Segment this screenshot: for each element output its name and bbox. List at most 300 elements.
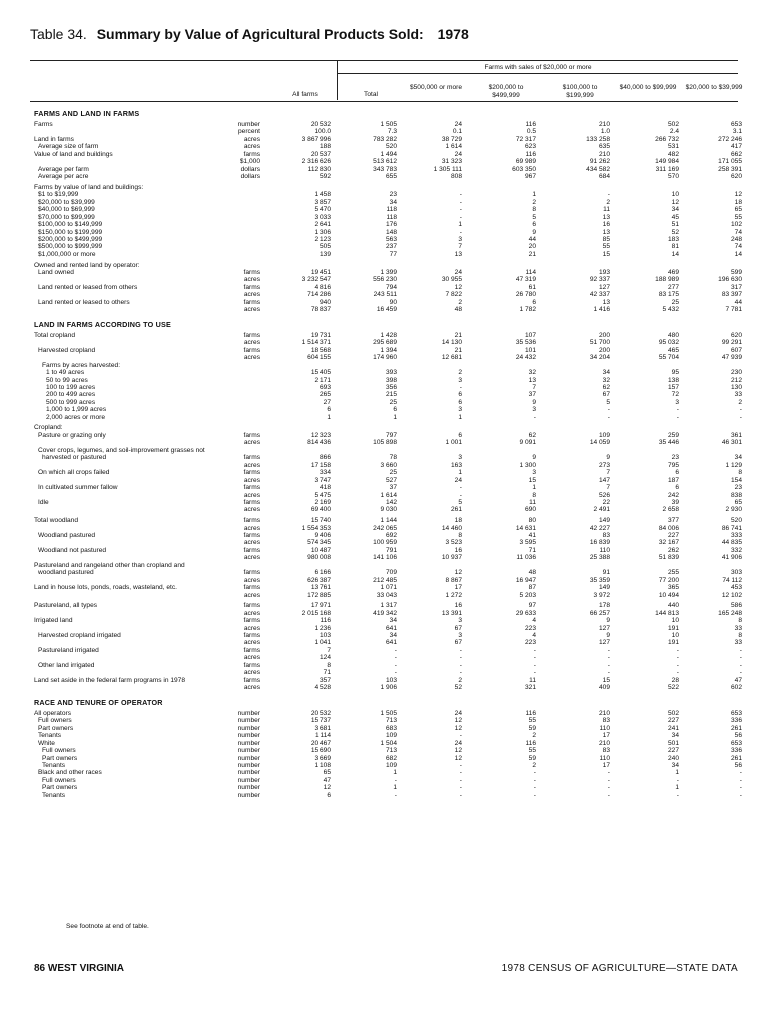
table-cell: - — [676, 776, 679, 784]
table-cell: 7 822 — [445, 291, 462, 299]
table-cell: 1.0 — [600, 128, 610, 136]
row-label-text: $150,000 to $199,999 — [38, 228, 103, 236]
table-row — [0, 454, 770, 461]
table-cell: 24 — [454, 121, 462, 128]
row-unit: acres — [200, 684, 260, 691]
table-cell: 19 451 — [310, 268, 331, 276]
table-cell: 67 — [454, 624, 462, 632]
table-cell: 682 — [385, 754, 397, 762]
table-row — [0, 424, 770, 431]
table-cell: 47 939 — [721, 354, 742, 362]
row-unit: farms — [200, 332, 260, 339]
table-cell: 653 — [730, 121, 742, 128]
row-unit: number — [200, 755, 260, 762]
row-label — [34, 191, 262, 198]
table-cell: 116 — [320, 617, 331, 625]
table-cell: - — [459, 198, 462, 206]
row-label-text — [34, 639, 35, 646]
table-number: Table 34. — [30, 26, 87, 42]
table-cell: 418 — [319, 484, 331, 492]
table-row — [0, 725, 770, 732]
table-cell: 2 — [458, 298, 462, 306]
table-cell: 20 532 — [310, 121, 331, 128]
table-cell: - — [459, 732, 462, 740]
table-row — [0, 347, 770, 354]
table-cell: 74 — [734, 228, 742, 236]
table-cell: 6 — [675, 469, 679, 477]
row-label-text — [34, 684, 35, 691]
table-cell: 1 305 111 — [433, 165, 462, 173]
table-cell: 193 — [598, 268, 610, 276]
table-cell: - — [394, 776, 397, 784]
table-cell: 240 — [667, 754, 679, 762]
row-label — [34, 251, 262, 258]
row-label-text: Value of land and buildings — [34, 150, 113, 158]
table-cell: 10 494 — [658, 591, 679, 599]
row-label — [34, 391, 270, 398]
table-cell: 12 — [671, 198, 679, 206]
table-cell: 48 — [454, 306, 462, 314]
row-label-text — [34, 306, 35, 313]
table-cell: 3 669 — [314, 754, 331, 762]
table-cell: 940 — [319, 298, 331, 306]
table-row — [0, 469, 770, 476]
table-cell: 1 782 — [519, 306, 536, 314]
column-header: Total — [364, 91, 378, 98]
table-cell: 398 — [385, 376, 397, 384]
table-cell: 44 835 — [721, 539, 742, 547]
table-cell: - — [739, 661, 742, 669]
table-row — [0, 792, 770, 799]
table-cell: 105 898 — [373, 439, 397, 447]
table-cell: 1 144 — [380, 517, 397, 525]
table-cell: 1 428 — [380, 331, 397, 339]
table-cell: 8 — [738, 469, 742, 477]
table-row — [0, 777, 770, 784]
row-unit: farms — [200, 517, 260, 524]
table-cell: 39 — [671, 498, 679, 506]
table-cell: 127 — [598, 624, 610, 632]
table-cell: 62 — [528, 431, 536, 439]
table-cell: 592 — [319, 173, 331, 181]
row-label-text: 50 to 99 acres — [46, 376, 88, 384]
table-cell: - — [739, 776, 742, 784]
table-cell: 212 485 — [373, 576, 397, 584]
row-label-text: Land owned — [38, 268, 74, 276]
table-cell: 45 — [671, 213, 679, 221]
row-label-text: Idle — [38, 498, 49, 506]
row-label — [34, 199, 262, 206]
table-cell: 321 — [524, 684, 536, 692]
table-cell: 3 — [458, 454, 462, 462]
table-cell: 5 475 — [314, 491, 331, 499]
table-cell: 791 — [385, 546, 397, 554]
table-cell: 1 — [532, 484, 536, 492]
table-cell: 1 505 — [380, 121, 397, 128]
table-row — [0, 506, 770, 513]
table-cell: 118 — [386, 213, 397, 221]
table-cell: 71 — [528, 546, 536, 554]
table-cell: 1 906 — [380, 684, 397, 692]
table-cell: - — [459, 191, 462, 199]
table-cell: 171 055 — [718, 158, 742, 166]
table-cell: 602 — [730, 684, 742, 692]
section-heading: LAND IN FARMS ACCORDING TO USE — [34, 319, 171, 329]
table-cell: 19 731 — [310, 331, 331, 339]
group-underline — [338, 73, 738, 74]
table-cell: 522 — [667, 684, 679, 692]
table-cell: - — [676, 669, 679, 677]
table-cell: 1 — [458, 413, 462, 421]
table-row — [0, 128, 770, 135]
table-cell: 130 — [730, 384, 742, 391]
table-cell: 17 158 — [310, 461, 331, 469]
row-unit: acres — [200, 477, 260, 484]
table-cell: - — [533, 791, 536, 799]
table-cell: 154 — [730, 476, 742, 484]
table-cell: 797 — [385, 431, 397, 439]
table-cell: 9 030 — [380, 506, 397, 514]
table-cell: 2 — [532, 732, 536, 740]
table-cell: 41 906 — [721, 554, 742, 562]
table-cell: 12 323 — [310, 431, 331, 439]
row-label-text: $500,000 to $999,999 — [38, 243, 103, 251]
row-label-text: Full owners — [38, 717, 72, 725]
row-label-text — [34, 462, 35, 469]
table-cell: - — [459, 213, 462, 221]
table-cell: 34 — [389, 617, 397, 625]
table-cell: 34 — [602, 369, 610, 377]
table-cell: 86 741 — [721, 524, 742, 532]
table-row — [0, 677, 770, 684]
table-cell: - — [739, 406, 742, 414]
row-label-text: Woodland pastured — [38, 531, 96, 539]
table-cell: 2 — [532, 761, 536, 769]
table-cell: 303 — [730, 569, 742, 577]
table-row — [0, 462, 770, 469]
column-header: $100,000 to $199,999 — [562, 84, 598, 99]
table-cell: - — [607, 654, 610, 662]
row-unit: farms — [200, 647, 260, 654]
table-cell: 18 — [734, 198, 742, 206]
table-row — [0, 532, 770, 539]
row-label-text: Tenants — [42, 791, 66, 799]
table-cell: 1 416 — [593, 306, 610, 314]
table-cell: 3 — [458, 406, 462, 414]
table-cell: 23 — [671, 454, 679, 462]
row-unit: number — [200, 762, 260, 769]
table-cell: 32 — [602, 376, 610, 384]
table-cell: 7 — [606, 469, 610, 477]
table-cell: 3 — [458, 235, 462, 243]
table-cell: 103 — [385, 676, 397, 684]
table-cell: - — [533, 413, 536, 421]
table-cell: 10 — [671, 617, 679, 625]
table-cell: 361 — [730, 431, 742, 439]
table-cell: 69 989 — [515, 158, 536, 166]
table-cell: 440 — [667, 602, 679, 610]
table-cell: 18 — [454, 517, 462, 525]
table-cell: 62 — [602, 384, 610, 391]
table-cell: 212 — [730, 376, 742, 384]
table-cell: 42 227 — [589, 524, 610, 532]
row-label-text: Farms by acres harvested: — [42, 361, 121, 369]
table-cell: 200 — [598, 331, 610, 339]
table-row — [0, 191, 770, 198]
row-label-text — [34, 354, 35, 361]
table-cell: 91 — [602, 569, 610, 577]
table-cell: 27 — [323, 398, 331, 406]
table-row — [0, 784, 770, 791]
table-cell: 32 167 — [658, 539, 679, 547]
table-cell: 334 — [319, 469, 331, 477]
row-label-text — [34, 525, 35, 532]
table-cell: 72 — [671, 391, 679, 399]
row-label-text: Land set aside in the federal farm programs in 1978 — [34, 676, 186, 684]
table-cell: 626 387 — [307, 576, 331, 584]
table-cell: 35 359 — [589, 576, 610, 584]
table-cell: 16 459 — [376, 306, 397, 314]
table-cell: 138 — [667, 376, 679, 384]
table-cell: 641 — [385, 624, 397, 632]
table-cell: 37 — [528, 391, 536, 399]
table-cell: - — [739, 769, 742, 777]
row-label — [34, 362, 266, 369]
table-cell: 6 — [532, 221, 536, 229]
table-cell: 586 — [730, 602, 742, 610]
table-row — [0, 184, 770, 191]
table-cell: 1 108 — [314, 761, 331, 769]
table-cell: 713 — [385, 747, 397, 755]
table-cell: 15 — [528, 476, 536, 484]
table-row — [0, 432, 770, 439]
table-cell: 223 — [524, 624, 536, 632]
table-cell: 393 — [385, 369, 397, 377]
table-cell: 142 — [385, 498, 397, 506]
table-cell: 47 — [323, 776, 331, 784]
table-cell: 2 — [606, 198, 610, 206]
row-unit: acres — [200, 639, 260, 646]
row-label-text: $20,000 to $39,999 — [38, 198, 95, 206]
table-cell: 15 740 — [310, 517, 331, 525]
row-label — [34, 384, 270, 391]
table-cell: 14 — [671, 250, 679, 258]
table-cell: 48 — [528, 569, 536, 577]
table-cell: 419 342 — [373, 609, 397, 617]
table-cell: 34 — [671, 761, 679, 769]
table-cell: 10 937 — [441, 554, 462, 562]
table-row — [0, 362, 770, 369]
table-row — [0, 554, 770, 561]
row-label-text: Full owners — [42, 776, 76, 784]
table-cell: - — [394, 654, 397, 662]
table-cell: 9 — [532, 398, 536, 406]
row-label-text: Black and other races — [38, 769, 102, 777]
table-cell: - — [533, 646, 536, 654]
table-cell: 34 204 — [589, 354, 610, 362]
row-label-text: Part owners — [42, 754, 78, 762]
table-row — [0, 251, 770, 258]
table-cell: 8 — [458, 531, 462, 539]
table-row — [0, 269, 770, 276]
row-label — [34, 214, 262, 221]
table-cell: 21 — [454, 346, 462, 354]
table-cell: 12 — [454, 754, 462, 762]
table-cell: 237 — [385, 243, 397, 251]
table-cell: 33 043 — [376, 591, 397, 599]
row-label-text — [34, 158, 35, 165]
row-label-text — [34, 610, 35, 617]
table-row — [0, 121, 770, 128]
row-unit: acres — [200, 462, 260, 469]
row-label — [34, 236, 262, 243]
table-cell: 683 — [385, 724, 397, 732]
table-cell: - — [676, 791, 679, 799]
table-cell: 3 232 547 — [301, 276, 331, 284]
table-cell: 5 — [606, 398, 610, 406]
table-row — [0, 173, 770, 180]
table-cell: 26 780 — [515, 291, 536, 299]
table-cell: 227 — [667, 747, 679, 755]
table-cell: - — [459, 669, 462, 677]
row-label-text — [34, 477, 35, 484]
table-cell: 176 — [385, 221, 397, 229]
table-row — [0, 143, 770, 150]
table-cell: 127 — [598, 639, 610, 647]
table-row — [0, 369, 770, 376]
table-cell: 52 — [671, 228, 679, 236]
table-cell: 599 — [730, 268, 742, 276]
table-row — [0, 262, 770, 269]
table-cell: - — [739, 646, 742, 654]
table-cell: 51 839 — [658, 554, 679, 562]
row-unit: acres — [200, 306, 260, 313]
table-cell: 21 — [528, 250, 536, 258]
table-cell: - — [533, 776, 536, 784]
table-cell: 9 — [606, 454, 610, 462]
table-cell: 101 — [524, 346, 536, 354]
table-cell: 1 — [532, 191, 536, 199]
table-cell: 336 — [730, 717, 742, 725]
table-cell: 9 406 — [314, 531, 331, 539]
row-unit: farms — [200, 284, 260, 291]
table-cell: 13 — [602, 298, 610, 306]
table-cell: 7 — [606, 484, 610, 492]
table-row — [0, 717, 770, 724]
table-cell: 9 — [606, 632, 610, 639]
table-cell: 980 008 — [307, 554, 331, 562]
table-cell: 110 — [599, 546, 610, 554]
row-unit: acres — [200, 525, 260, 532]
table-cell: 357 — [319, 676, 331, 684]
table-cell: - — [459, 228, 462, 236]
table-cell: 4 — [532, 632, 536, 639]
row-label-text: Land rented or leased from others — [38, 283, 138, 291]
table-row — [0, 221, 770, 228]
row-label-text — [34, 506, 35, 513]
table-cell: 8 — [532, 491, 536, 499]
row-unit: acres — [200, 339, 260, 346]
row-unit: farms — [200, 532, 260, 539]
table-cell: 28 — [671, 676, 679, 684]
table-cell: 183 — [667, 235, 679, 243]
row-label — [34, 229, 262, 236]
table-cell: 157 — [667, 384, 679, 391]
row-label — [34, 221, 262, 228]
table-cell: 61 — [528, 283, 536, 291]
row-label-text — [34, 554, 35, 561]
table-row — [0, 399, 770, 406]
table-cell: 2 641 — [314, 221, 331, 229]
row-label-text: Total woodland — [34, 517, 78, 525]
table-cell: 65 — [323, 769, 331, 777]
row-label — [34, 399, 270, 406]
table-cell: 343 783 — [373, 165, 397, 173]
table-cell: 241 — [667, 724, 679, 732]
table-cell: 465 — [667, 346, 679, 354]
row-label-text: Cropland: — [34, 424, 63, 432]
table-row — [0, 492, 770, 499]
table-cell: 5 470 — [314, 206, 331, 214]
table-cell: 35 536 — [515, 339, 536, 347]
table-cell: 95 — [671, 369, 679, 377]
row-unit: farms — [200, 432, 260, 439]
table-cell: 83 397 — [721, 291, 742, 299]
table-cell: 51 700 — [589, 339, 610, 347]
table-cell: 3 681 — [314, 724, 331, 732]
row-label-text: Pasture or grazing only — [38, 431, 106, 439]
table-cell: - — [459, 646, 462, 654]
table-cell: 570 — [667, 173, 679, 181]
table-cell: 3 857 — [314, 198, 331, 206]
table-cell: 356 — [385, 384, 397, 391]
row-label-text — [34, 654, 35, 661]
table-cell: 133 258 — [586, 135, 610, 143]
table-cell: 12 102 — [721, 591, 742, 599]
table-row — [0, 647, 770, 654]
row-label — [34, 424, 258, 431]
table-cell: 2 — [532, 198, 536, 206]
row-label-text: Pastureland irrigated — [38, 646, 99, 654]
row-label-text: Irrigated land — [34, 617, 73, 625]
table-cell: 690 — [524, 506, 536, 514]
table-cell: 2 930 — [725, 506, 742, 514]
table-row — [0, 610, 770, 617]
table-cell: 78 837 — [310, 306, 331, 314]
table-cell: 8 — [327, 661, 331, 669]
table-row — [0, 654, 770, 661]
table-cell: 15 405 — [310, 369, 331, 377]
table-cell: 55 704 — [658, 354, 679, 362]
table-cell: 102 — [730, 221, 742, 229]
table-row — [0, 439, 770, 446]
table-title-text: Summary by Value of Agricultural Products Sold: — [96, 26, 424, 42]
table-cell: 1 — [675, 769, 679, 777]
table-cell: 0.1 — [452, 128, 462, 136]
table-cell: 12 — [454, 747, 462, 755]
table-cell: 1 505 — [380, 709, 397, 717]
table-row — [0, 299, 770, 306]
table-cell: 24 — [454, 476, 462, 484]
table-row — [0, 332, 770, 339]
table-cell: 84 006 — [658, 524, 679, 532]
table-cell: 147 — [598, 476, 610, 484]
table-cell: 30 955 — [441, 276, 462, 284]
table-cell: 163 — [450, 461, 462, 469]
table-cell: 1 — [458, 469, 462, 477]
table-cell: 513 612 — [373, 158, 397, 166]
table-row — [0, 625, 770, 632]
